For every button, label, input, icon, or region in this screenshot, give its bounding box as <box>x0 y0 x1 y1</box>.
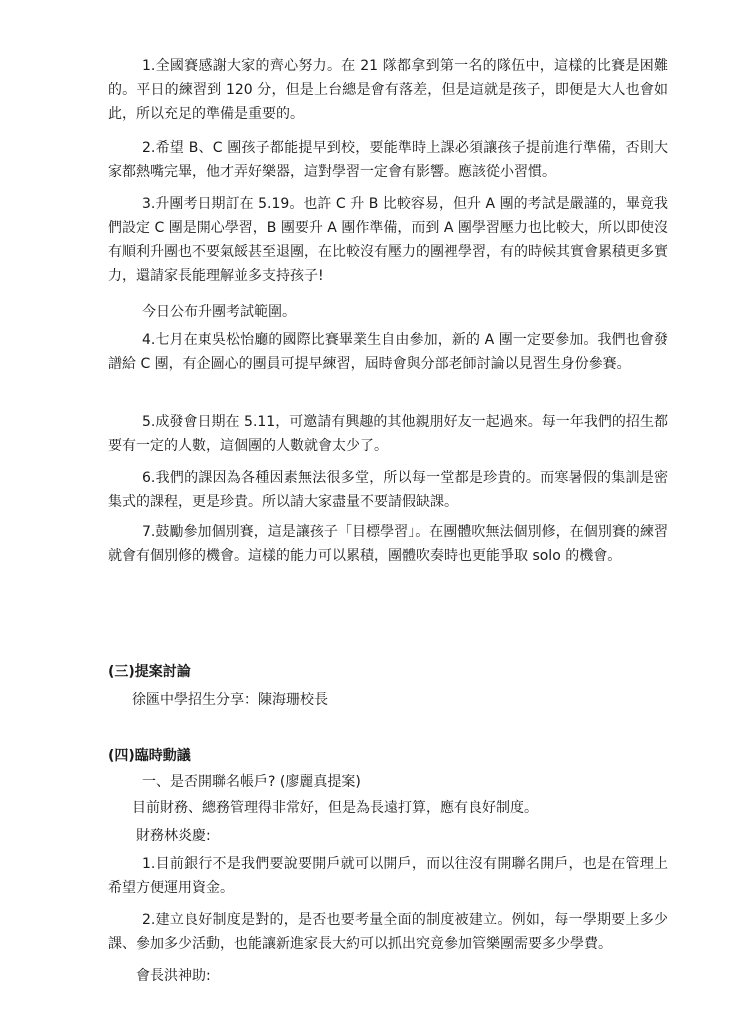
treasurer-label: 財務林炎慶: <box>136 828 211 844</box>
minutes-item-2: 2.希望 B、C 團孩子都能提早到校，要能準時上課必須讓孩子提前進行準備，否則大家都熱嘴完畢，他才弄好樂器，這對學習一定會有影響。應該從小習慣。 <box>108 140 668 180</box>
section-4-heading: (四)臨時動議 <box>108 748 191 764</box>
minutes-item-1: 1.全國賽感謝大家的齊心努力。在 21 隊都拿到第一名的隊伍中，這樣的比賽是困難的。平日的練習到 120 分，但是上台總是會有落差，但是這就是孩子，即便是大人也會如此，所以充足的準備是重要的。 <box>108 58 668 122</box>
section-3-heading: (三)提案討論 <box>108 664 191 680</box>
minutes-item-4: 4.七月在東吳松怡廳的國際比賽畢業生自由參加，新的 A 團一定要參加。我們也會發譜給 C 團，有企圖心的團員可提早練習，屆時會與分部老師討論以見習生身份參賽。 <box>108 332 668 372</box>
section-3-line: 徐匯中學招生分享：陳海珊校長 <box>132 692 328 708</box>
motion-line: 目前財務、總務管理得非常好，但是為長遠打算，應有良好制度。 <box>132 800 538 816</box>
treasurer-point-2: 2.建立良好制度是對的，是否也要考量全面的制度被建立。例如，每一學期要上多少課、參加多少活動，也能讓新進家長大約可以抓出究竟參加管樂團需要多少學費。 <box>108 912 668 952</box>
minutes-item-6: 6.我們的課因為各種因素無法很多堂，所以每一堂都是珍貴的。而寒暑假的集訓是密集式的課程，更是珍貴。所以請大家盡量不要請假缺課。 <box>108 470 668 510</box>
treasurer-point-1: 1.目前銀行不是我們要說要開戶就可以開戶，而以往沒有開聯名開戶，也是在管理上希望方便運用資金。 <box>108 856 668 896</box>
minutes-item-7: 7.鼓勵參加個別賽，這是讓孩子「目標學習」。在團體吹無法個別修，在個別賽的練習就會有個別修的機會。這樣的能力可以累積，團體吹奏時也更能爭取 solo 的機會。 <box>108 524 668 564</box>
motion-title: 一、是否開聯名帳戶? (廖麗真提案) <box>142 774 361 790</box>
chair-label: 會長洪神助: <box>136 968 211 984</box>
minutes-note-range: 今日公布升團考試範圍。 <box>142 304 296 320</box>
minutes-item-3: 3.升團考日期訂在 5.19。也許 C 升 B 比較容易，但升 A 團的考試是嚴謹的，畢竟我們設定 C 團是開心學習，B 團要升 A 團作準備，而到 A 團學習壓力也比較大，所以即使沒有順利升團也不要氣餒甚至退團，在比較沒有壓力的團裡學習，有的時候其實會累積更多實力，還請家長能理解並多支持孩子! <box>108 196 668 284</box>
minutes-item-5: 5.成發會日期在 5.11，可邀請有興趣的其他親朋好友一起過來。每一年我們的招生都要有一定的人數，這個團的人數就會太少了。 <box>108 414 668 454</box>
